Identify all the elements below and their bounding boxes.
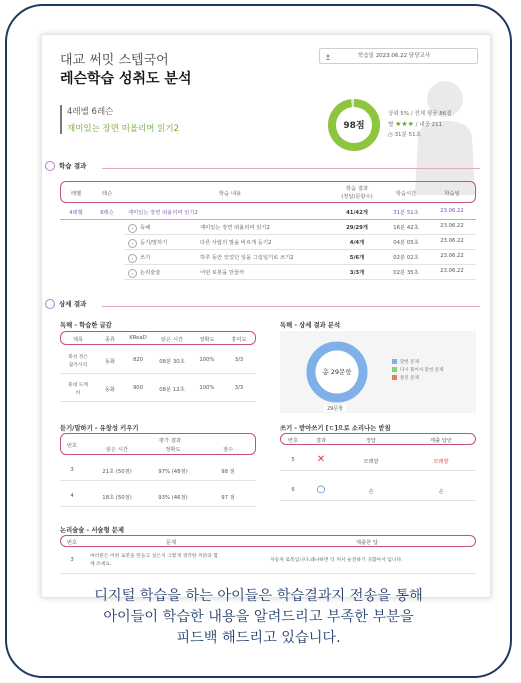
section-divider — [102, 306, 480, 307]
level-lesson: 4레벨 6레슨 — [67, 107, 114, 117]
th-result: 학습 결과 — [345, 186, 369, 192]
listening-score: 98 점 — [221, 469, 235, 475]
listening-time: 21초 (50점) — [102, 469, 132, 475]
stars-extra: / 내공 211 — [415, 122, 443, 128]
listening-score: 97 점 — [221, 495, 235, 501]
row-divider — [280, 500, 476, 501]
sub-item-time: 02분 02초 — [393, 255, 419, 261]
logic-table — [60, 535, 476, 581]
th-answer: 정답 — [365, 438, 377, 444]
sub-item-content: 하루 동안 있었던 일을 그림일기로 쓰기2 — [200, 255, 294, 261]
reading-kread: 820 — [132, 357, 144, 363]
score-label: 98점 — [343, 121, 365, 131]
date-teacher-box — [319, 48, 478, 64]
th-content: 학습 내용 — [218, 191, 242, 197]
clock-icon: ◷ — [388, 132, 393, 138]
sub-item-content: 다른 사람의 말을 바르게 듣기2 — [200, 240, 272, 246]
person-icon — [325, 52, 331, 58]
caption-line-1: 디지털 학습을 하는 아이들은 학습결과지 전송을 통해 — [94, 588, 423, 604]
score-stats — [388, 109, 452, 140]
row-divider — [124, 234, 476, 235]
reading-table — [60, 331, 256, 411]
sub-item-time: 04분 05초 — [393, 240, 419, 246]
reading-title-1: 북성 정은 — [67, 355, 89, 360]
writing-no: 5 — [291, 457, 295, 463]
report-sheet — [41, 34, 491, 598]
reading-interest: 3/3 — [234, 357, 244, 363]
listening-accuracy: 93% (46점) — [158, 495, 188, 501]
star-icons: ★★★ — [395, 120, 414, 128]
reading-title: 독해 - 학습한 글감 — [60, 322, 112, 329]
row-divider — [60, 219, 476, 220]
th-no: 번호 — [287, 438, 299, 444]
row-divider — [124, 249, 476, 250]
lesson-topic: 재미있는 장면 떠올리며 읽기2 — [67, 124, 180, 134]
th-date: 학습일 — [444, 191, 460, 197]
listening-no: 3 — [70, 467, 74, 473]
row-divider — [60, 573, 476, 574]
th-question: 문제 — [165, 540, 177, 546]
writing-result-mark: ✕ — [316, 454, 326, 465]
main-lesson: 6레슨 — [100, 210, 114, 216]
logic-question-2: 께 쓰세요. — [90, 562, 112, 567]
row-divider — [124, 279, 476, 280]
sub-item-name: 논리술술 — [140, 270, 161, 276]
reading-type: 동화 — [104, 359, 116, 365]
date-teacher-text: 학습일 2023.06.22 담당교사 — [358, 53, 431, 59]
sub-item-icon: › — [128, 224, 137, 233]
reading-kread: 900 — [132, 385, 144, 391]
sub-item-date: 23.06.22 — [440, 223, 464, 229]
main-result: 41/42개 — [346, 210, 368, 216]
report-subtitle: 대교 써밋 스텝국어 — [60, 53, 169, 68]
reading-time: 08분 12초 — [159, 387, 185, 393]
sub-item-name: 쓰기 — [140, 255, 151, 261]
writing-result-mark: ○ — [316, 484, 326, 495]
th-no: 번호 — [66, 540, 78, 546]
sub-item-result: 5/6개 — [349, 255, 365, 261]
th-kread: KReaD — [129, 335, 147, 341]
th-interest: 흥미도 — [231, 337, 247, 343]
row-divider — [280, 470, 476, 471]
th-submitted: 제출 답안 — [429, 438, 453, 444]
sub-item-date: 23.06.22 — [440, 238, 464, 244]
th-level: 레벨 — [70, 191, 82, 197]
analysis-panel — [280, 331, 476, 413]
writing-table — [280, 433, 476, 513]
sub-item-result: 4/4개 — [349, 240, 365, 246]
row-divider — [60, 373, 256, 374]
logic-answer: 자동차 로봇입니다.왜냐하면 더 커서 운전하기 귀찮아서 입니다. — [270, 558, 403, 563]
row-divider — [60, 401, 256, 402]
th-time: 학습시간 — [395, 191, 417, 197]
reading-accuracy: 100% — [199, 357, 215, 363]
legend-correct: 맞힌 문제 — [392, 359, 419, 365]
sub-item-name: 독해 — [140, 225, 151, 231]
sub-item-icon: › — [128, 239, 137, 248]
sub-item-time: 16분 42초 — [393, 225, 419, 231]
th-accuracy: 정확도 — [165, 447, 181, 453]
th-readtime: 읽은 시간 — [160, 337, 184, 343]
main-content: 재미있는 장면 떠올리며 읽기2 — [128, 210, 198, 216]
time-row — [388, 130, 452, 140]
writing-no: 6 — [291, 487, 295, 493]
report-title: 레슨학습 성취도 분석 — [60, 71, 192, 87]
legend-wrong: 틀린 문제 — [392, 375, 419, 381]
main-date: 23.06.22 — [440, 208, 464, 214]
sub-item-time: 02분 35초 — [393, 270, 419, 276]
sub-item-result: 29/29개 — [346, 225, 368, 231]
writing-submitted: 모래밭 — [433, 459, 449, 465]
row-divider — [60, 506, 256, 507]
sub-item-icon: › — [128, 254, 137, 263]
study-time: 31분 51초 — [394, 132, 421, 138]
section-detail-heading: 상세 결과 — [45, 299, 86, 309]
level-block — [60, 105, 179, 134]
logic-title: 논리술술 - 서술형 문제 — [60, 527, 124, 534]
analysis-bottom: 29문항 — [324, 405, 346, 412]
reading-time: 08분 30초 — [159, 359, 185, 365]
result-table — [60, 181, 476, 303]
sub-item-content: 재미있는 장면 떠올리며 읽기2 — [200, 225, 270, 231]
logic-no: 3 — [70, 557, 74, 563]
row-divider — [60, 480, 256, 481]
listening-no: 4 — [70, 493, 74, 499]
legend-retry: 다시 풀어서 맞힌 문제 — [392, 367, 443, 373]
analysis-total: 총 29문항 — [322, 368, 352, 376]
reading-interest: 3/3 — [234, 385, 244, 391]
reading-title-2: 꿈가시리 — [68, 363, 88, 368]
main-time: 31분 51초 — [393, 210, 419, 216]
writing-submitted: 손 — [438, 489, 444, 495]
rank-average: 상위 5% / 전체 평균 86점 — [388, 111, 452, 117]
caption-text — [7, 586, 510, 649]
section-dot-icon — [45, 299, 55, 309]
th-submitted-answer: 제출한 답 — [355, 540, 379, 546]
sub-item-content: 어떤 로봇을 만들까 — [200, 270, 245, 276]
writing-answer: 모래받 — [363, 459, 379, 465]
writing-title: 쓰기 - 받아쓰기 [ㄷ]으로 소리나는 받침 — [280, 425, 391, 432]
row-divider — [124, 264, 476, 265]
stars-label: 별 — [388, 122, 394, 128]
sub-item-name: 듣기/말하기 — [140, 240, 168, 246]
th-no: 번호 — [66, 443, 78, 449]
listening-table — [60, 433, 256, 513]
sub-item-icon: › — [128, 269, 137, 278]
reading-title-1: 휴대 도깨 — [67, 383, 89, 388]
th-score: 점수 — [222, 447, 234, 453]
main-level: 4레벨 — [69, 210, 83, 216]
th-readtime: 읽은 시간 — [105, 447, 129, 453]
th-eval: 평가 결과 — [158, 438, 182, 444]
caption-line-2: 아이들이 학습한 내용을 알려드리고 부족한 부분을 — [103, 609, 414, 625]
th-title: 제목 — [72, 337, 84, 343]
th-result: 결과 — [315, 438, 327, 444]
th-result-sub: (정답/문항수) — [341, 194, 373, 200]
th-lesson: 레슨 — [101, 191, 113, 197]
reading-title-2: 비 — [75, 391, 81, 396]
listening-accuracy: 97% (48점) — [158, 469, 188, 475]
reading-accuracy: 100% — [199, 385, 215, 391]
logic-question-1: 여러분은 어떤 로봇을 만들고 싶은지 그렇게 생각한 까닭과 함 — [90, 554, 219, 559]
th-accuracy: 정확도 — [199, 337, 215, 343]
section-divider — [102, 168, 480, 169]
listening-time: 18초 (50점) — [102, 495, 132, 501]
score-donut — [327, 98, 381, 152]
section-result-heading: 학습 결과 — [45, 161, 86, 171]
sub-item-date: 23.06.22 — [440, 268, 464, 274]
sub-item-result: 3/3개 — [349, 270, 365, 276]
analysis-title: 독해 - 상세 결과 분석 — [280, 322, 341, 329]
writing-answer: 손 — [368, 489, 374, 495]
outer-frame — [5, 4, 512, 678]
sub-item-date: 23.06.22 — [440, 253, 464, 259]
stars-row — [388, 119, 452, 130]
th-type: 종류 — [104, 337, 116, 343]
reading-type: 동화 — [104, 387, 116, 393]
caption-line-3: 피드백 해드리고 있습니다. — [176, 630, 341, 646]
section-dot-icon — [45, 161, 55, 171]
analysis-donut — [302, 337, 372, 407]
listening-title: 듣기/말하기 - 유창성 키우기 — [60, 425, 139, 432]
